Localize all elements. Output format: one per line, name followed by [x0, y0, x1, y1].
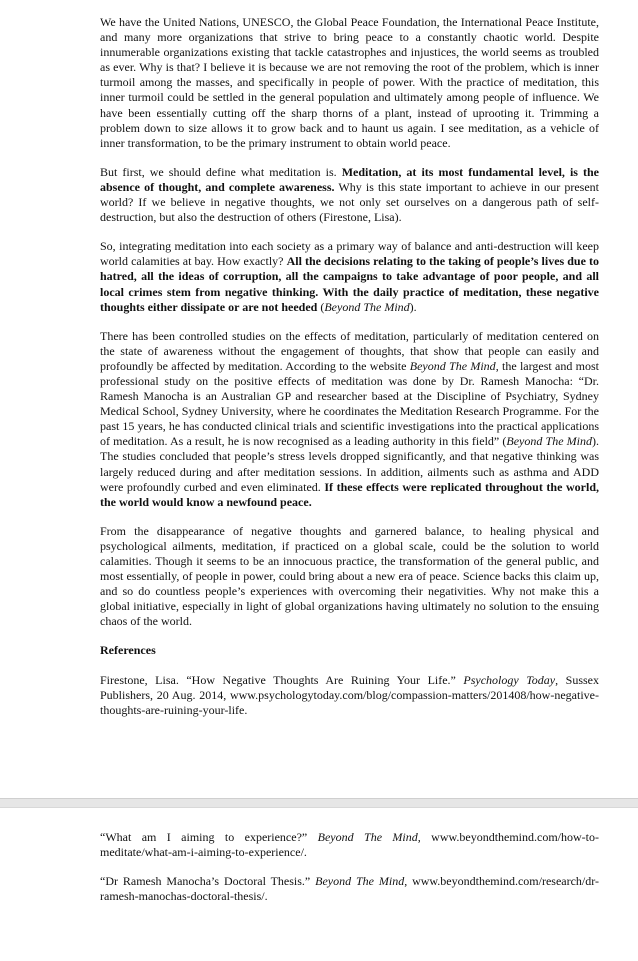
paragraph-studies [100, 329, 599, 510]
reference-aiming-site: Beyond The Mind, [317, 830, 421, 844]
studies-bold-conclusion: If these effects were replicated throughout the world, the world would know a newfound peace. [100, 479, 599, 509]
paragraph-intro-text: We have the United Nations, UNESCO, the Global Peace Foundation, the International Peace Institute, and many more organizations that strive to bring peace to a constantly chaotic world. Despite innumerable organizations existing that tackle catastrophes and injustices, the world seems as troubled as ever. Why is that? I believe it is because we are not removing the root of the problem, which is inner turmoil among the masses, and specifically in people of power. With the practice of meditation, this inner turmoil could be settled in the general population and ultimately among people of influence. We have been essentially cutting off the sharp thorns of a plant, instead of uprooting it. Trimming a problem down to size allows it to grow back and to haunt us again. I see meditation, as a vehicle of inner transformation, to be the primary instrument to obtain world peace. [100, 15, 599, 150]
paragraph-conclusion-text: From the disappearance of negative thoughts and garnered balance, to healing physical and psychological ailments, meditation, if practiced on a global scale, could be the solution to world calamities. Though it seems to be an innocuous practice, the transformation of the general public, and most essentially, of people in power, could bring about a new era of peace. Science backs this claim up, and so do countless people’s experiences with overcoming their negativities. Why not make this a global initiative, especially in light of global organizations having ultimately no solution to the ensuing chaos of the world. [100, 523, 599, 629]
document-page-2 [0, 808, 638, 961]
reference-aiming-title: “What am I aiming to experience?” [100, 830, 318, 844]
definition-tail: Why is this state important to achieve in our present world? If we believe in negative thoughts, we not only set ourselves on a dangerous path of self-destruction, but also the destruction of others (Firestone, Lisa). [100, 179, 599, 225]
integration-close-paren: ). [409, 299, 417, 314]
reference-aiming-url: www.beyondthemind.com/how-to-meditate/what-am-i-aiming-to-experience/. [100, 830, 600, 860]
studies-quote: , the largest and most professional study on the positive effects of meditation was done by Dr. Ramesh Manocha: “Dr. Ramesh Manocha is an Australian GP and researcher based at the Discipline of Psychiatry, Sydney Medical School, Sydney University, where he coordinates the Meditation Research Programme. For the past 15 years, he has conducted clinical trials and scientific investigations into the practical applications of meditation. As a result, he is now recognised as a leading authority in this field” ( [100, 358, 599, 449]
page-2-body [100, 830, 599, 918]
reference-thesis-title: “Dr Ramesh Manocha’s Doctoral Thesis.” [100, 874, 316, 889]
integration-citation-title: Beyond The Mind [324, 299, 410, 314]
reference-aiming-to-experience [100, 830, 599, 860]
reference-firestone-publication: Psychology Today [463, 672, 556, 687]
paragraph-conclusion [100, 524, 599, 630]
definition-bold: Meditation, at its most fundamental level, is the absence of thought, and complete awareness. [100, 164, 599, 194]
studies-website-title: Beyond The Mind [409, 358, 496, 373]
studies-lead: There has been controlled studies on the effects of meditation, particularly of meditation centered on the state of awareness without the engagement of thoughts, that show that people can easily and profoundly be affected by meditation. According to the website [100, 328, 599, 373]
reference-firestone-author: Firestone, Lisa. “How Negative Thoughts Are Ruining Your Life.” [100, 672, 464, 687]
page-1-body [100, 15, 599, 732]
reference-firestone-details: , Sussex Publishers, 20 Aug. 2014, www.psychologytoday.com/blog/compassion-matters/201408/how-negative-thoughts-are-ruining-your-life. [100, 672, 599, 717]
paragraph-integration [100, 239, 599, 314]
integration-bold: All the decisions relating to the taking of people’s lives due to hatred, all the ideas of corruption, all the campaigns to take advantage of poor people, and all local crimes stem from negative thinking. With the daily practice of meditation, these negative thoughts either dissipate or are not heeded [100, 254, 600, 314]
studies-results: ). The studies concluded that people’s stress levels dropped significantly, and that negative thinking was largely reduced during and after meditation sessions. In addition, ailments such as asthma and ADD were profoundly curbed and even eliminated. [100, 434, 600, 494]
references-heading: References [100, 643, 156, 658]
reference-thesis-site: Beyond The Mind [315, 874, 405, 889]
paragraph-definition [100, 165, 599, 225]
reference-manocha-thesis [100, 874, 599, 904]
reference-firestone [100, 673, 599, 718]
definition-lead: But first, we should define what meditation is. [100, 164, 342, 179]
page-break [0, 798, 638, 808]
studies-citation-title: Beyond The Mind [506, 434, 593, 449]
paragraph-intro [100, 15, 599, 151]
reference-thesis-url: , www.beyondthemind.com/research/dr-ramesh-manochas-doctoral-thesis/. [100, 874, 600, 904]
integration-lead: So, integrating meditation into each society as a primary way of balance and anti-destruction will keep world calamities at bay. How exactly? [100, 239, 599, 269]
integration-open-paren: ( [317, 299, 325, 314]
